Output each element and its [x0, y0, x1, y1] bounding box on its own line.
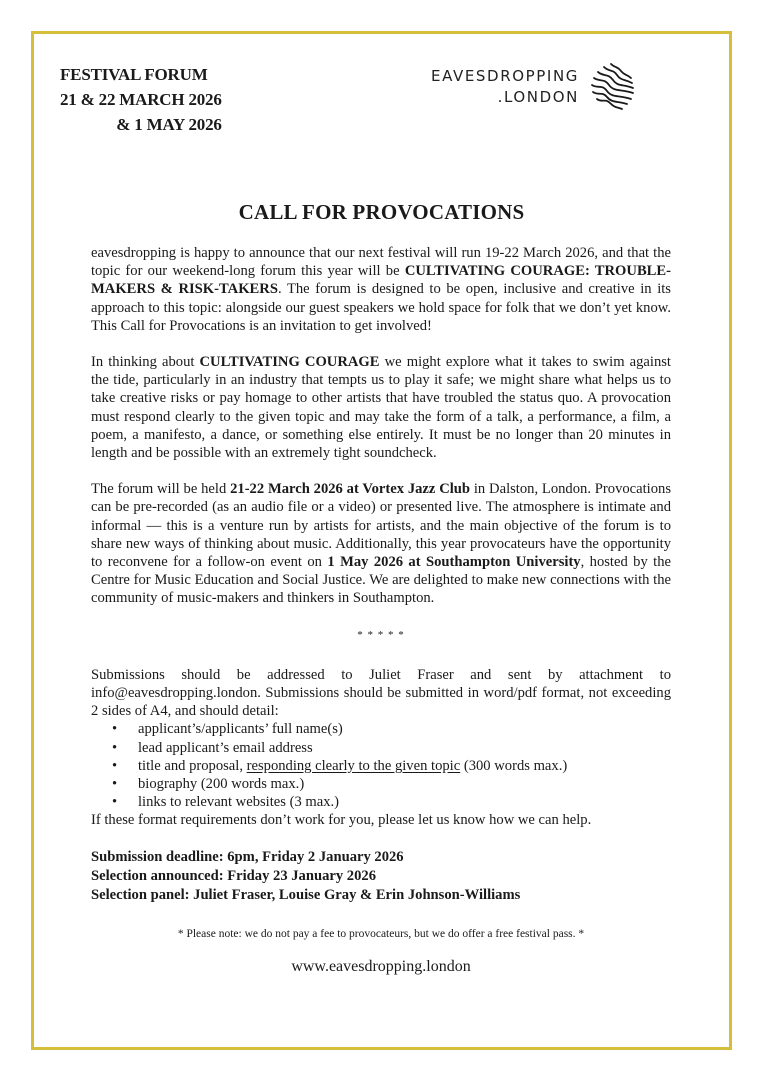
page-title: CALL FOR PROVOCATIONS — [238, 200, 525, 224]
forum-topic-bold: CULTIVATING COURAGE: TROUBLE-MAKERS & RISK-TAKERS — [91, 263, 672, 298]
text-span: (300 words max.) — [460, 757, 568, 774]
logo-line-1: EAVESDROPPING — [431, 67, 579, 85]
fee-note: * Please note: we do not pay a fee to provocateurs, but we do offer a free festival pass. * — [177, 927, 585, 940]
festival-march-dates: 21 & 22 MARCH 2026 — [60, 90, 222, 109]
section-separator: * * * * * — [357, 628, 405, 641]
logo-line-2: .LONDON — [497, 88, 579, 106]
list-item: • lead applicant’s email address — [91, 739, 671, 757]
list-item: • links to relevant websites (3 max.) — [91, 793, 671, 811]
format-help-note: If these format requirements don’t work for you, please let us know how we can help. — [91, 812, 592, 829]
requirements-list — [91, 720, 671, 811]
list-item: • biography (200 words max.) — [91, 775, 671, 793]
wave-lines-icon — [589, 62, 635, 112]
text-span: eavesdropping is happy to announce that our next festival will run 19-22 March 2026, and that the topic for our weekend-long forum this year will be — [91, 245, 671, 280]
festival-may-date: & 1 MAY 2026 — [116, 115, 222, 134]
document-body — [91, 244, 671, 976]
deadlines-block — [91, 848, 671, 905]
selection-announced: Selection announced: Friday 23 January 2026 — [91, 867, 376, 884]
website-link[interactable]: www.eavesdropping.london — [291, 957, 471, 975]
venue-paragraph — [91, 480, 671, 607]
intro-paragraph — [91, 244, 671, 335]
topic-bold: CULTIVATING COURAGE — [199, 354, 380, 371]
text-span: . The forum is designed to be open, inclusive and creative in its approach to this topic: alongside our guest speakers we hold space for folk that we don’t yet know. This Call for Provocations is an invitation to get involved! — [91, 281, 671, 334]
text-span: In thinking about — [91, 354, 200, 371]
list-item: • applicant’s/applicants’ full name(s) — [91, 720, 671, 738]
festival-forum-label: FESTIVAL FORUM — [60, 65, 208, 84]
text-span: title and proposal, — [138, 757, 247, 774]
text-span: , hosted by the Centre for Music Education and Social Justice. We are delighted to make new connections with the community of music-makers and thinkers in Southampton. — [91, 554, 671, 607]
submissions-intro: Submissions should be addressed to Juliet Fraser and sent by attachment to info@eavesdropping.london. Submissions should be submitted in word/pdf format, not exceeding 2 sides of A4, and should detail: — [91, 666, 671, 720]
topic-paragraph — [91, 353, 671, 462]
text-span: in Dalston, London. Provocations can be pre-recorded (as an audio file or a video) or presented live. The atmosphere is intimate and informal — this is a venture run by artists for artists, and the main objective of the forum is to share new ways of thinking about music. Additionally, this year provocateurs have the opportunity to reconvene for a follow-on event on — [91, 481, 671, 571]
underlined-requirement: responding clearly to the given topic — [246, 757, 461, 774]
submission-deadline: Submission deadline: 6pm, Friday 2 January 2026 — [91, 848, 404, 865]
venue-london-bold: 21-22 March 2026 at Vortex Jazz Club — [230, 481, 471, 498]
selection-panel: Selection panel: Juliet Fraser, Louise Gray & Erin Johnson-Williams — [91, 886, 521, 903]
submissions-section — [91, 666, 671, 830]
festival-dates-block — [60, 62, 222, 137]
list-item — [91, 757, 671, 775]
header — [60, 62, 635, 142]
text-span: we might explore what it takes to swim against the tide, particularly in an industry that tempts us to play it safe; we might share what helps us to take creative risks or pay homage to other artists that have troubled the status quo. A provocation must respond clearly to the given topic and may take the form of a talk, a performance, a film, a poem, a manifesto, a dance, or something else entirely. It must be no longer than 20 minutes in length and be possible with an extremely tight soundcheck. — [91, 354, 671, 462]
eavesdropping-logo — [431, 62, 635, 112]
text-span: The forum will be held — [91, 481, 231, 498]
venue-southampton-bold: 1 May 2026 at Southampton University — [327, 554, 581, 571]
logo-wordmark — [431, 66, 579, 108]
